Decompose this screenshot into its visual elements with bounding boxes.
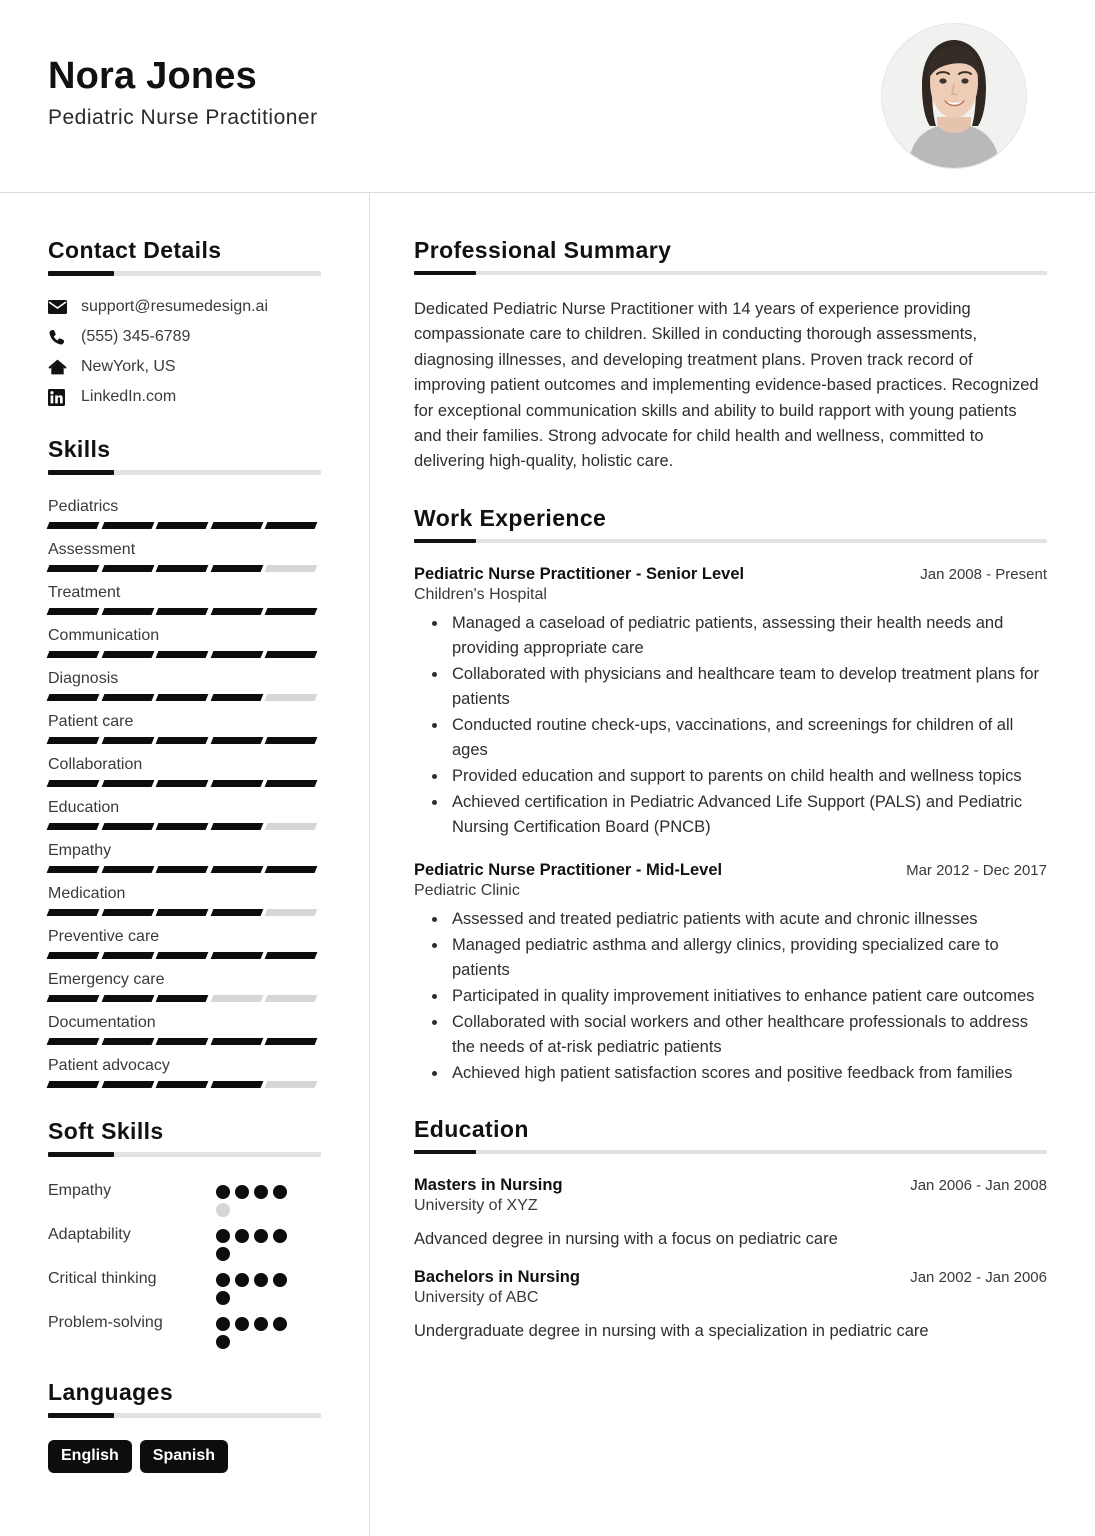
skill-segment [265, 694, 317, 701]
skill-segment [156, 866, 208, 873]
skill-segment [210, 737, 262, 744]
language-tag: English [48, 1440, 132, 1473]
skill-label: Documentation [48, 1014, 156, 1031]
skill-row [48, 970, 321, 1002]
skill-segment [156, 909, 208, 916]
work-organization: Pediatric Clinic [414, 881, 520, 899]
language-tag: Spanish [140, 1440, 228, 1473]
rating-dot [254, 1229, 268, 1243]
work-bullet: • Achieved certification in Pediatric Advanced Life Support (PALS) and Pediatric Nursing Certification Board (PNCB) [448, 790, 1047, 840]
section-title-skills: Skills [48, 436, 111, 462]
work-bullet: • Managed a caseload of pediatric patients, assessing their health needs and providing appropriate care [448, 611, 1047, 661]
skill-segment [265, 651, 317, 658]
skill-segment [210, 651, 262, 658]
section-rule [48, 1152, 321, 1157]
section-title-soft-skills: Soft Skills [48, 1118, 164, 1144]
skill-segment [265, 866, 317, 873]
skill-segment [265, 1081, 317, 1088]
skill-label: Collaboration [48, 756, 143, 773]
skill-segment [265, 780, 317, 787]
skill-level-bar [48, 909, 316, 916]
skill-segment [156, 694, 208, 701]
soft-skill-row [48, 1223, 321, 1261]
education-degree: Masters in Nursing [414, 1176, 563, 1195]
rating-dot [273, 1273, 287, 1287]
linkedin-icon [48, 389, 72, 406]
work-bullet: • Managed pediatric asthma and allergy clinics, providing specialized care to patients [448, 933, 1047, 983]
skill-segment [101, 909, 153, 916]
skill-segment [101, 952, 153, 959]
contact-value: (555) 345-6789 [81, 328, 191, 345]
skill-segment [101, 1038, 153, 1045]
skill-label: Communication [48, 627, 160, 644]
skill-segment [265, 952, 317, 959]
education-date-range: Jan 2002 - Jan 2006 [910, 1268, 1047, 1286]
rating-dot [216, 1247, 230, 1261]
skill-segment [101, 780, 153, 787]
job-title: Pediatric Nurse Practitioner [48, 105, 318, 129]
skill-segment [210, 565, 262, 572]
education-school: University of ABC [414, 1288, 539, 1306]
skill-segment [265, 608, 317, 615]
work-bullet: • Collaborated with social workers and other healthcare professionals to address the needs of at-risk pediatric patients [448, 1010, 1047, 1060]
skill-segment [47, 952, 99, 959]
skill-segment [101, 651, 153, 658]
skill-row [48, 755, 321, 787]
avatar [881, 23, 1027, 169]
education-date-range: Jan 2006 - Jan 2008 [910, 1177, 1047, 1195]
contact-item-linkedin[interactable] [48, 388, 321, 406]
skill-segment [47, 522, 99, 529]
skill-level-bar [48, 694, 316, 701]
rating-dot [216, 1203, 230, 1217]
soft-skill-label: Critical thinking [48, 1270, 157, 1287]
soft-skill-dots [216, 1267, 298, 1305]
skill-segment [156, 823, 208, 830]
skill-segment [156, 737, 208, 744]
profile-photo-icon [882, 24, 1026, 168]
work-entry [414, 861, 1047, 1087]
rating-dot [216, 1273, 230, 1287]
skill-segment [265, 1038, 317, 1045]
skill-segment [47, 565, 99, 572]
skill-segment [210, 866, 262, 873]
contact-list [48, 298, 321, 406]
soft-skill-label: Empathy [48, 1182, 112, 1199]
section-contact-details [48, 237, 321, 406]
skills-list [48, 497, 321, 1088]
summary-text: Dedicated Pediatric Nurse Practitioner with 14 years of experience providing compassionate care to children. Skilled in conducting thorough assessments, diagnosing illnesses, and developing treatment plans. Proven track record of improving patient outcomes and implementing evidence-based practices. Recognized for exceptional communication skills and ability to build rapport with young patients and their families. Strong advocate for child health and wellness, committed to delivering high-quality, holistic care. [414, 300, 1039, 471]
skill-level-bar [48, 952, 316, 959]
skill-segment [101, 565, 153, 572]
work-bullet: • Conducted routine check-ups, vaccinations, and screenings for children of all ages [448, 713, 1047, 763]
education-entry [414, 1268, 1047, 1344]
skill-segment [156, 651, 208, 658]
skill-segment [210, 909, 262, 916]
skill-row [48, 798, 321, 830]
resume-header [0, 0, 1095, 193]
skill-segment [47, 1081, 99, 1088]
work-bullet-list [414, 611, 1047, 841]
soft-skill-row [48, 1311, 321, 1349]
work-bullet: • Achieved high patient satisfaction scores and positive feedback from families [448, 1061, 1047, 1086]
skill-segment [265, 909, 317, 916]
soft-skill-row [48, 1267, 321, 1305]
soft-skill-label: Adaptability [48, 1226, 131, 1243]
skill-level-bar [48, 995, 316, 1002]
section-title-summary: Professional Summary [414, 237, 672, 263]
section-work-experience [414, 505, 1047, 1086]
skill-level-bar [48, 1081, 316, 1088]
skill-segment [265, 565, 317, 572]
skill-segment [156, 1038, 208, 1045]
skill-segment [101, 1081, 153, 1088]
header-text-block [48, 56, 318, 135]
work-bullet: • Participated in quality improvement initiatives to enhance patient care outcomes [448, 984, 1047, 1009]
language-tag-list [48, 1440, 321, 1473]
rating-dot [216, 1317, 230, 1331]
education-description: Undergraduate degree in nursing with a specialization in pediatric care [414, 1321, 929, 1340]
skill-segment [210, 1081, 262, 1088]
skill-segment [156, 522, 208, 529]
work-entry-header [414, 565, 1047, 584]
rating-dot [216, 1335, 230, 1349]
rating-dot [216, 1185, 230, 1199]
skill-segment [210, 780, 262, 787]
skill-level-bar [48, 608, 316, 615]
section-rule [414, 1150, 1047, 1154]
skill-segment [47, 995, 99, 1002]
work-entry-list [414, 565, 1047, 1086]
skill-segment [265, 995, 317, 1002]
skill-level-bar [48, 1038, 316, 1045]
education-entry-header [414, 1176, 1047, 1195]
skill-row [48, 583, 321, 615]
section-skills [48, 436, 321, 1088]
skill-row [48, 626, 321, 658]
skill-segment [210, 995, 262, 1002]
rating-dot [273, 1317, 287, 1331]
skill-segment [47, 651, 99, 658]
skill-segment [265, 522, 317, 529]
skill-row [48, 669, 321, 701]
skill-segment [156, 952, 208, 959]
rating-dot [235, 1317, 249, 1331]
skill-segment [47, 866, 99, 873]
skill-label: Preventive care [48, 928, 160, 945]
section-education [414, 1116, 1047, 1344]
section-languages [48, 1379, 321, 1473]
work-entry [414, 565, 1047, 841]
education-entry-list [414, 1176, 1047, 1344]
skill-row [48, 841, 321, 873]
soft-skill-dots [216, 1311, 298, 1349]
contact-item-email[interactable] [48, 298, 321, 316]
skill-label: Assessment [48, 541, 136, 558]
skill-row [48, 497, 321, 529]
skill-segment [101, 995, 153, 1002]
skill-segment [156, 780, 208, 787]
soft-skill-label: Problem-solving [48, 1314, 163, 1331]
skill-segment [101, 866, 153, 873]
skill-segment [47, 823, 99, 830]
skill-segment [47, 780, 99, 787]
skill-row [48, 927, 321, 959]
skill-level-bar [48, 823, 316, 830]
soft-skill-dots [216, 1179, 298, 1217]
skill-label: Education [48, 799, 120, 816]
skill-segment [156, 608, 208, 615]
work-bullet: • Assessed and treated pediatric patients with acute and chronic illnesses [448, 907, 1047, 932]
section-title-languages: Languages [48, 1379, 174, 1405]
skill-segment [47, 909, 99, 916]
skill-label: Diagnosis [48, 670, 119, 687]
rating-dot [216, 1291, 230, 1305]
section-title-work: Work Experience [414, 504, 607, 531]
education-school: University of XYZ [414, 1197, 538, 1215]
skill-label: Patient care [48, 713, 134, 730]
soft-skill-row [48, 1179, 321, 1217]
contact-value: NewYork, US [81, 358, 176, 375]
skill-segment [47, 608, 99, 615]
skill-label: Medication [48, 885, 126, 902]
work-entry-header [414, 861, 1047, 880]
skill-row [48, 1056, 321, 1088]
skill-segment [265, 823, 317, 830]
main-column [370, 193, 1095, 1536]
skill-row [48, 884, 321, 916]
section-rule [48, 271, 321, 276]
sidebar [0, 193, 370, 1536]
work-role: Pediatric Nurse Practitioner - Senior Level [414, 564, 745, 583]
soft-skills-list [48, 1179, 321, 1349]
skill-segment [210, 1038, 262, 1045]
rating-dot [235, 1229, 249, 1243]
contact-value: support@resumedesign.ai [81, 298, 269, 315]
skill-label: Pediatrics [48, 498, 119, 515]
skill-segment [101, 823, 153, 830]
page-title: Nora Jones [48, 55, 257, 98]
section-professional-summary [414, 237, 1047, 475]
contact-item-location[interactable] [48, 358, 321, 376]
skill-label: Treatment [48, 584, 121, 601]
skill-row [48, 1013, 321, 1045]
phone-icon [48, 329, 72, 346]
section-soft-skills [48, 1118, 321, 1349]
section-rule [48, 470, 321, 475]
work-role: Pediatric Nurse Practitioner - Mid-Level [414, 860, 723, 879]
skill-segment [210, 823, 262, 830]
education-description: Advanced degree in nursing with a focus on pediatric care [414, 1230, 838, 1249]
skill-level-bar [48, 866, 316, 873]
work-organization: Children's Hospital [414, 585, 547, 603]
education-entry [414, 1176, 1047, 1252]
skill-segment [265, 737, 317, 744]
section-title-education: Education [414, 1116, 529, 1143]
envelope-icon [48, 300, 72, 314]
skill-segment [101, 694, 153, 701]
skill-segment [101, 522, 153, 529]
resume-body [0, 193, 1095, 1536]
skill-segment [101, 608, 153, 615]
skill-level-bar [48, 651, 316, 658]
rating-dot [235, 1185, 249, 1199]
rating-dot [254, 1273, 268, 1287]
skill-row [48, 540, 321, 572]
rating-dot [235, 1273, 249, 1287]
rating-dot [254, 1317, 268, 1331]
section-rule [414, 539, 1047, 543]
skill-level-bar [48, 737, 316, 744]
rating-dot [273, 1229, 287, 1243]
skill-segment [210, 952, 262, 959]
rating-dot [273, 1185, 287, 1199]
skill-label: Empathy [48, 842, 112, 859]
skill-level-bar [48, 780, 316, 787]
section-rule [414, 271, 1047, 275]
home-icon [48, 359, 72, 375]
skill-segment [156, 565, 208, 572]
contact-value: LinkedIn.com [81, 388, 177, 405]
skill-segment [156, 995, 208, 1002]
work-bullet: • Provided education and support to parents on child health and wellness topics [448, 764, 1047, 789]
skill-level-bar [48, 522, 316, 529]
skill-row [48, 712, 321, 744]
section-title-contact: Contact Details [48, 237, 222, 263]
work-bullet-list [414, 907, 1047, 1087]
section-rule [48, 1413, 321, 1418]
skill-segment [210, 608, 262, 615]
skill-segment [156, 1081, 208, 1088]
education-entry-header [414, 1268, 1047, 1287]
skill-segment [210, 694, 262, 701]
skill-segment [47, 1038, 99, 1045]
skill-label: Patient advocacy [48, 1057, 170, 1074]
skill-segment [47, 694, 99, 701]
work-date-range: Jan 2008 - Present [920, 565, 1047, 583]
skill-segment [101, 737, 153, 744]
skill-level-bar [48, 565, 316, 572]
rating-dot [216, 1229, 230, 1243]
skill-segment [47, 737, 99, 744]
education-degree: Bachelors in Nursing [414, 1267, 580, 1286]
skill-label: Emergency care [48, 971, 165, 988]
contact-item-phone[interactable] [48, 328, 321, 346]
rating-dot [254, 1185, 268, 1199]
work-bullet: • Collaborated with physicians and healthcare team to develop treatment plans for patients [448, 662, 1047, 712]
soft-skill-dots [216, 1223, 298, 1261]
work-date-range: Mar 2012 - Dec 2017 [906, 861, 1047, 879]
skill-segment [210, 522, 262, 529]
